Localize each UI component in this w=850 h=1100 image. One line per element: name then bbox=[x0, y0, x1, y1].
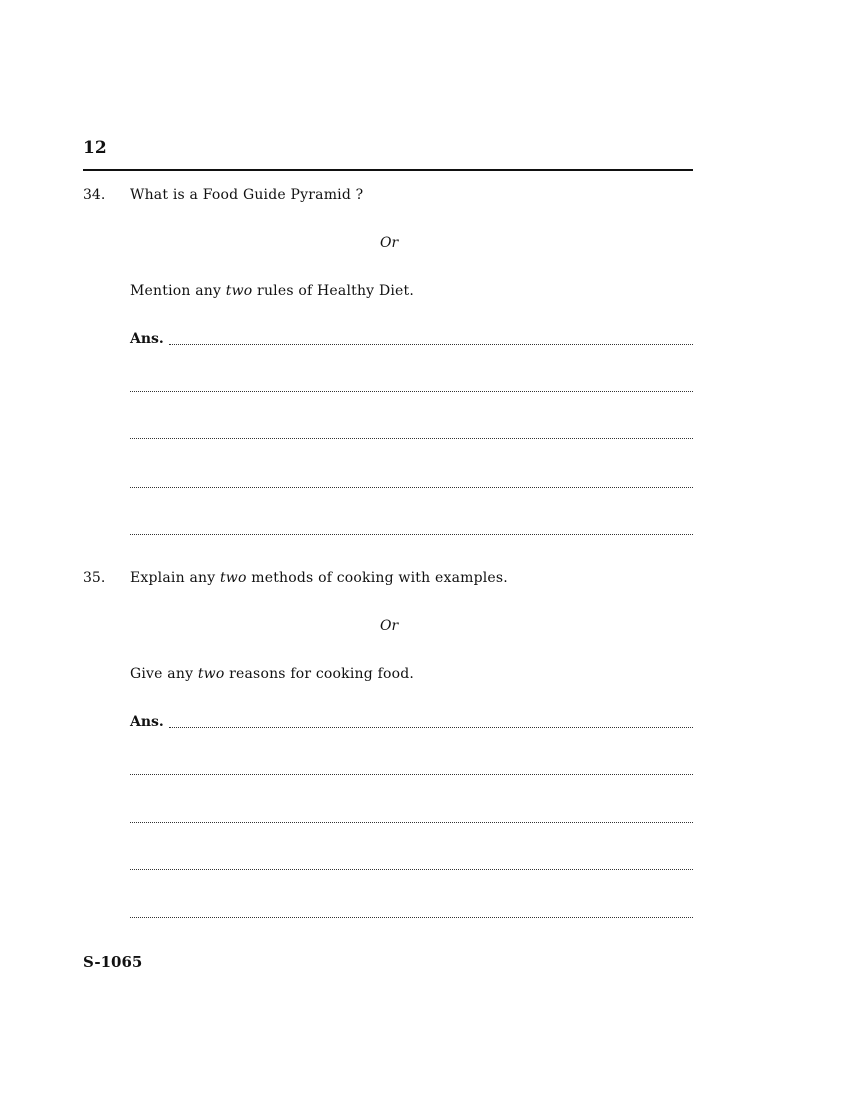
question-text-part: Give any bbox=[130, 666, 198, 682]
answer-line[interactable] bbox=[130, 438, 693, 439]
header-rule bbox=[83, 169, 693, 171]
question-text-emphasis: two bbox=[225, 283, 253, 299]
alternative-question-text bbox=[130, 281, 414, 301]
question-number: 34. bbox=[83, 187, 106, 203]
or-separator: Or bbox=[380, 618, 399, 634]
answer-line[interactable] bbox=[169, 727, 693, 728]
answer-line[interactable] bbox=[130, 869, 693, 870]
question-number: 35. bbox=[83, 570, 106, 586]
question-text-part: methods of cooking with examples. bbox=[246, 570, 508, 586]
question-text-emphasis: two bbox=[219, 570, 247, 586]
answer-line[interactable] bbox=[130, 487, 693, 488]
alternative-question-text bbox=[130, 664, 414, 684]
question-text-part: Explain any bbox=[130, 570, 220, 586]
question-text bbox=[130, 568, 508, 588]
answer-line[interactable] bbox=[130, 391, 693, 392]
question-text-emphasis: two bbox=[197, 666, 225, 682]
question-text-part: rules of Healthy Diet. bbox=[252, 283, 415, 299]
question-text bbox=[130, 185, 363, 205]
answer-line[interactable] bbox=[169, 344, 693, 345]
answer-line[interactable] bbox=[130, 917, 693, 918]
answer-line[interactable] bbox=[130, 534, 693, 535]
answer-label: Ans. bbox=[130, 331, 164, 347]
question-text-part: Mention any bbox=[130, 283, 226, 299]
answer-line[interactable] bbox=[130, 822, 693, 823]
question-text-part: What is a Food Guide Pyramid ? bbox=[130, 187, 364, 203]
answer-label: Ans. bbox=[130, 714, 164, 730]
question-text-part: reasons for cooking food. bbox=[224, 666, 415, 682]
or-separator: Or bbox=[380, 235, 399, 251]
footer-code: S-1065 bbox=[83, 953, 143, 971]
page-number: 12 bbox=[83, 138, 107, 158]
answer-line[interactable] bbox=[130, 774, 693, 775]
